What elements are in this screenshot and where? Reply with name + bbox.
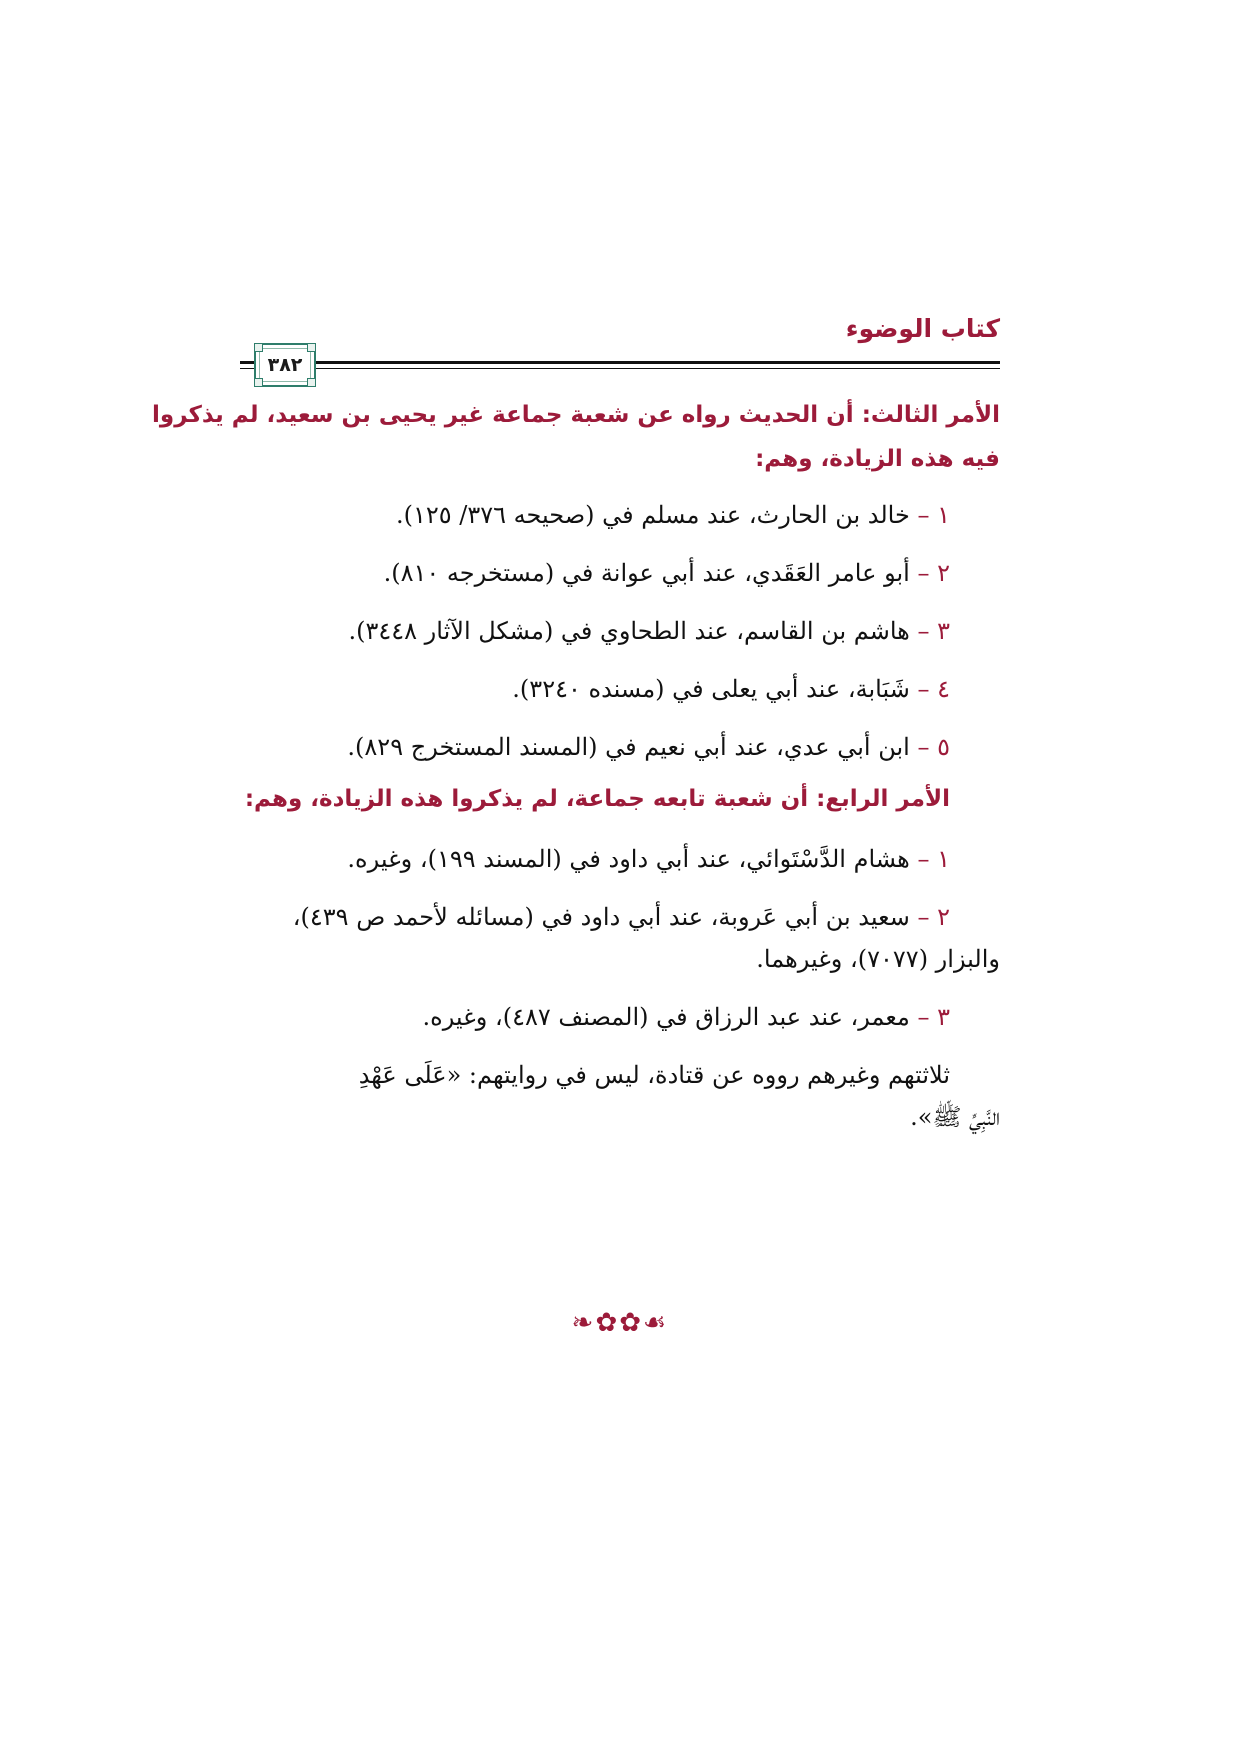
header-rule-left-thick xyxy=(240,361,254,364)
list-item xyxy=(293,900,950,934)
list-item-number: ٥ – xyxy=(917,733,950,761)
closing-paragraph-cont: النَّبِيِّ ﷺ». xyxy=(910,1103,1000,1131)
section-heading-fourth: الأمر الرابع: أن شعبة تابعه جماعة، لم يذكروا هذه الزيادة، وهم: xyxy=(244,786,950,812)
list-item-text: معمر، عند عبد الرزاق في (المصنف ٤٨٧)، وغيره. xyxy=(422,1003,910,1031)
list-item-number: ١ – xyxy=(917,845,950,873)
header-rule-thin xyxy=(276,368,1000,369)
header-rule-left-thin xyxy=(240,368,254,369)
list-item xyxy=(422,1000,950,1034)
list-item-number: ٢ – xyxy=(917,903,950,931)
header-rule-thick xyxy=(276,361,1000,364)
list-item xyxy=(384,556,950,590)
list-item xyxy=(396,498,950,532)
list-item-number: ٤ – xyxy=(917,675,950,703)
list-item-text: هشام الدَّسْتَوائي، عند أبي داود في (المسند ١٩٩)، وغيره. xyxy=(347,845,910,873)
list-item xyxy=(347,842,950,876)
page-number-frame xyxy=(254,343,316,387)
list-item-text: سعيد بن أبي عَروبة، عند أبي داود في (مسائله لأحمد ص ٤٣٩)، xyxy=(292,903,910,931)
list-item xyxy=(348,614,950,648)
list-item xyxy=(347,730,950,764)
page-number: ٣٨٢ xyxy=(267,354,303,376)
frame-corner-ornament xyxy=(307,378,316,387)
list-item-number: ١ – xyxy=(917,501,950,529)
section-heading-third-cont: فيه هذه الزيادة، وهم: xyxy=(755,446,1000,472)
list-item-text: شَبَابة، عند أبي يعلى في (مسنده ٣٢٤٠). xyxy=(512,675,910,703)
frame-corner-ornament xyxy=(254,343,263,352)
frame-corner-ornament xyxy=(254,378,263,387)
list-item-text: ابن أبي عدي، عند أبي نعيم في (المسند المستخرج ٨٢٩). xyxy=(347,733,910,761)
list-item-text: أبو عامر العَقَدي، عند أبي عوانة في (مستخرجه ٨١٠). xyxy=(383,559,910,587)
list-item-text: خالد بن الحارث، عند مسلم في (صحيحه ٣٧٦/ ١٢٥). xyxy=(395,501,910,529)
list-item-text: هاشم بن القاسم، عند الطحاوي في (مشكل الآثار ٣٤٤٨). xyxy=(348,617,910,645)
list-item-number: ٢ – xyxy=(917,559,950,587)
list-item-number: ٣ – xyxy=(917,1003,950,1031)
list-item-number: ٣ – xyxy=(917,617,950,645)
running-title: كتاب الوضوء xyxy=(845,314,1000,343)
frame-corner-ornament xyxy=(307,343,316,352)
list-item-continuation: والبزار (٧٠٧٧)، وغيرهما. xyxy=(756,945,1000,973)
list-item xyxy=(512,672,950,706)
closing-paragraph: ثلاثتهم وغيرهم رووه عن قتادة، ليس في روايتهم: «عَلَى عَهْدِ xyxy=(358,1061,950,1089)
section-heading-third: الأمر الثالث: أن الحديث رواه عن شعبة جماعة غير يحيى بن سعيد، لم يذكروا xyxy=(152,402,1000,428)
section-end-ornament: ❧✿✿☙ xyxy=(571,1308,669,1338)
